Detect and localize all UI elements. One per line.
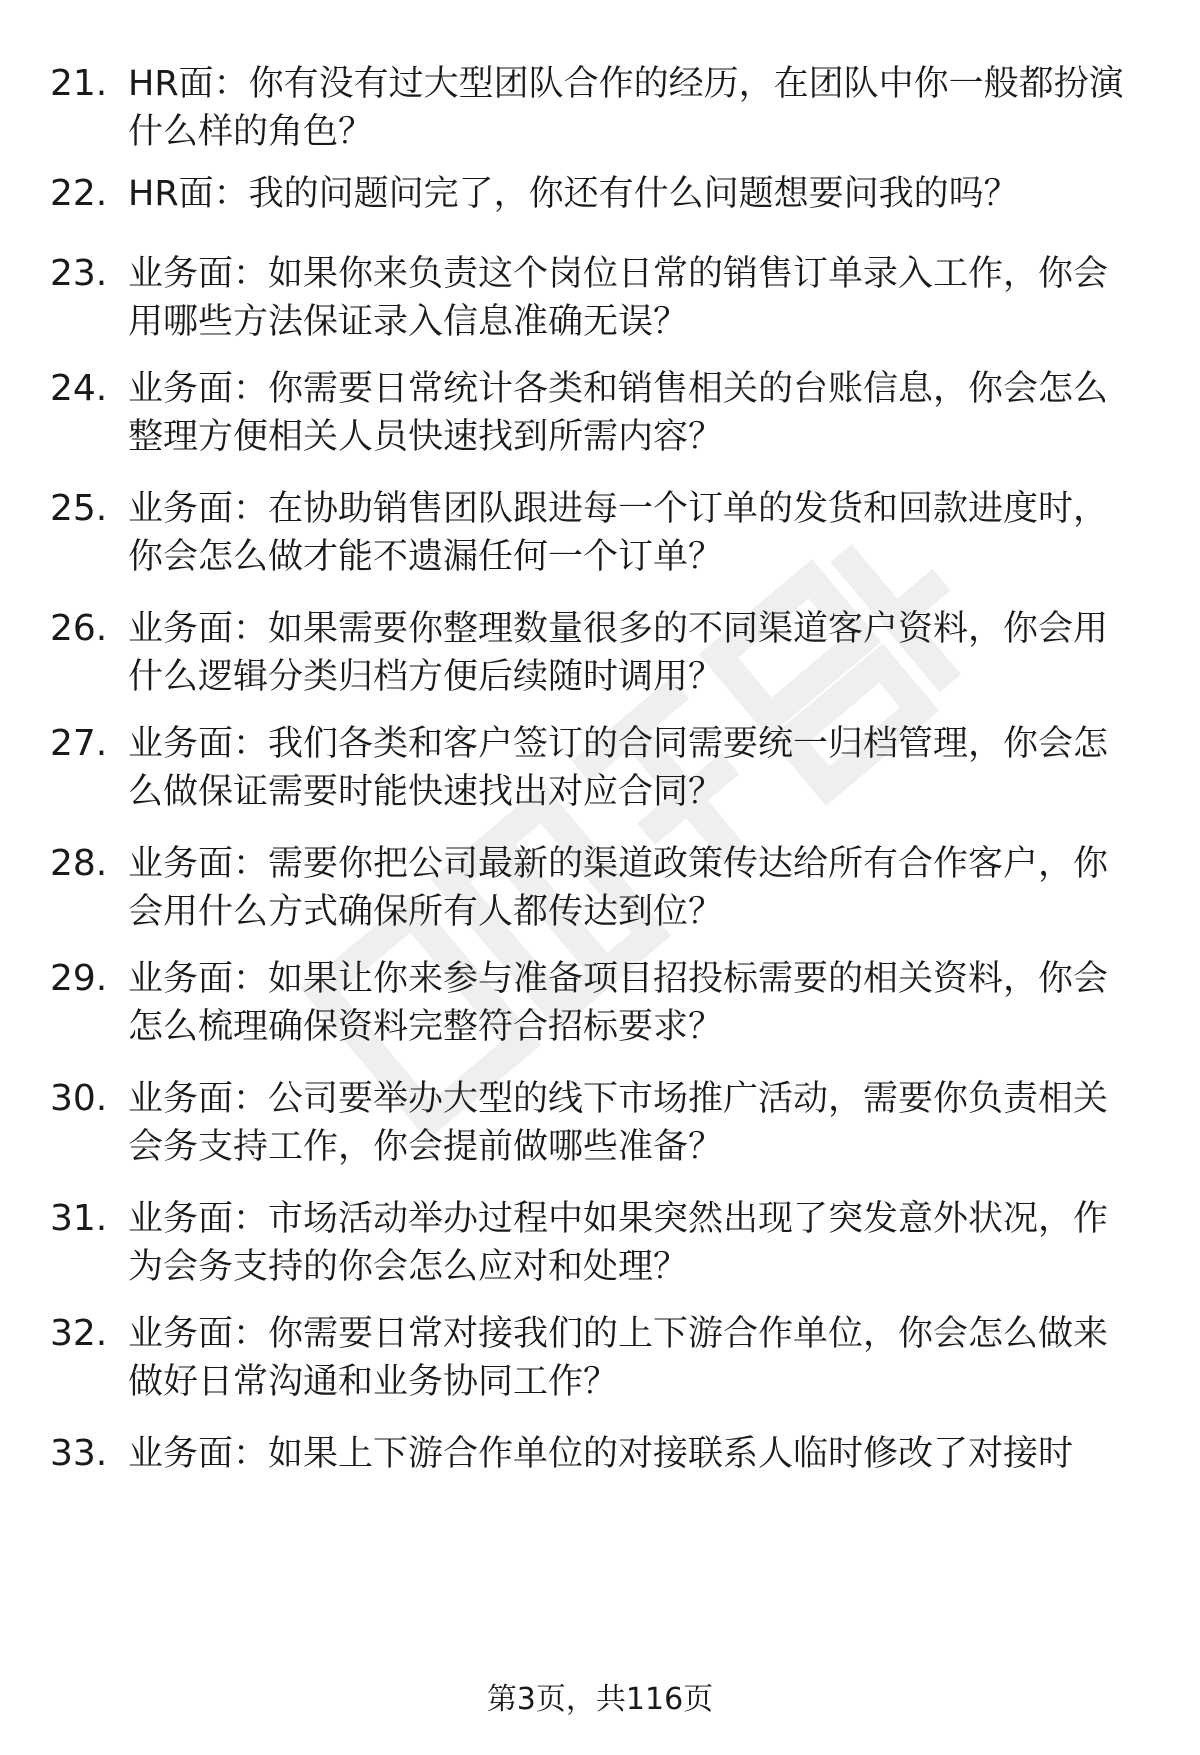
question-text [128, 955, 1158, 1051]
question-line: 业务面：你需要日常统计各类和销售相关的台账信息，你会怎么 [128, 369, 1109, 409]
question-number: 31. [50, 1198, 108, 1239]
question-line: 业务面：如果上下游合作单位的对接联系人临时修改了对接时 [128, 1434, 1074, 1474]
question-number: 23. [50, 253, 108, 294]
question-text [128, 840, 1158, 936]
question-number: 28. [50, 843, 108, 884]
question-line: 业务面：如果让你来参与准备项目招投标需要的相关资料，你会 [128, 959, 1109, 999]
question-number: 29. [50, 958, 108, 999]
question-text [128, 1310, 1158, 1406]
question-text [128, 1195, 1158, 1291]
question-line: 为会务支持的你会怎么应对和处理？ [128, 1247, 689, 1287]
question-line: 你会怎么做才能不遗漏任何一个订单？ [128, 537, 724, 577]
question-text [128, 485, 1158, 581]
question-line: HR面：我的问题问完了，你还有什么问题想要问我的吗？ [128, 174, 1019, 214]
question-line: 业务面：如果需要你整理数量很多的不同渠道客户资料，你会用 [128, 609, 1109, 649]
question-line: 业务面：需要你把公司最新的渠道政策传达给所有合作客户，你 [128, 844, 1109, 884]
question-line: 么做保证需要时能快速找出对应合同？ [128, 772, 724, 812]
question-line: 做好日常沟通和业务协同工作？ [128, 1362, 619, 1402]
question-number: 22. [50, 173, 108, 214]
question-line: 什么逻辑分类归档方便后续随时调用？ [128, 657, 724, 697]
question-number: 25. [50, 488, 108, 529]
question-line: 业务面：我们各类和客户签订的合同需要统一归档管理，你会怎 [128, 724, 1109, 764]
question-line: 怎么梳理确保资料完整符合招标要求？ [128, 1007, 724, 1047]
question-text [128, 605, 1158, 701]
question-line: 业务面：在协助销售团队跟进每一个订单的发货和回款进度时， [128, 489, 1109, 529]
question-line: HR面：你有没有过大型团队合作的经历，在团队中你一般都扮演 [128, 64, 1124, 104]
question-line: 业务面：市场活动举办过程中如果突然出现了突发意外状况，作 [128, 1199, 1109, 1239]
question-number: 32. [50, 1313, 108, 1354]
question-number: 27. [50, 723, 108, 764]
question-text [128, 60, 1158, 156]
question-text [128, 365, 1158, 461]
page-number-footer: 第3页，共116页 [486, 1682, 714, 1717]
question-line: 整理方便相关人员快速找到所需内容？ [128, 417, 724, 457]
question-text [128, 170, 1158, 218]
question-text [128, 250, 1158, 346]
question-line: 用哪些方法保证录入信息准确无误？ [128, 302, 689, 342]
question-line: 会用什么方式确保所有人都传达到位？ [128, 892, 724, 932]
question-text [128, 1430, 1158, 1478]
question-line: 业务面：你需要日常对接我们的上下游合作单位，你会怎么做来 [128, 1314, 1109, 1354]
question-number: 26. [50, 608, 108, 649]
question-text [128, 1075, 1158, 1171]
question-number: 24. [50, 368, 108, 409]
question-number: 33. [50, 1433, 108, 1474]
question-number: 21. [50, 63, 108, 104]
question-line: 会务支持工作，你会提前做哪些准备？ [128, 1127, 724, 1167]
question-number: 30. [50, 1078, 108, 1119]
question-line: 业务面：公司要举办大型的线下市场推广活动，需要你负责相关 [128, 1079, 1109, 1119]
question-text [128, 720, 1158, 816]
question-line: 业务面：如果你来负责这个岗位日常的销售订单录入工作，你会 [128, 254, 1109, 294]
question-line: 什么样的角色？ [128, 112, 374, 152]
